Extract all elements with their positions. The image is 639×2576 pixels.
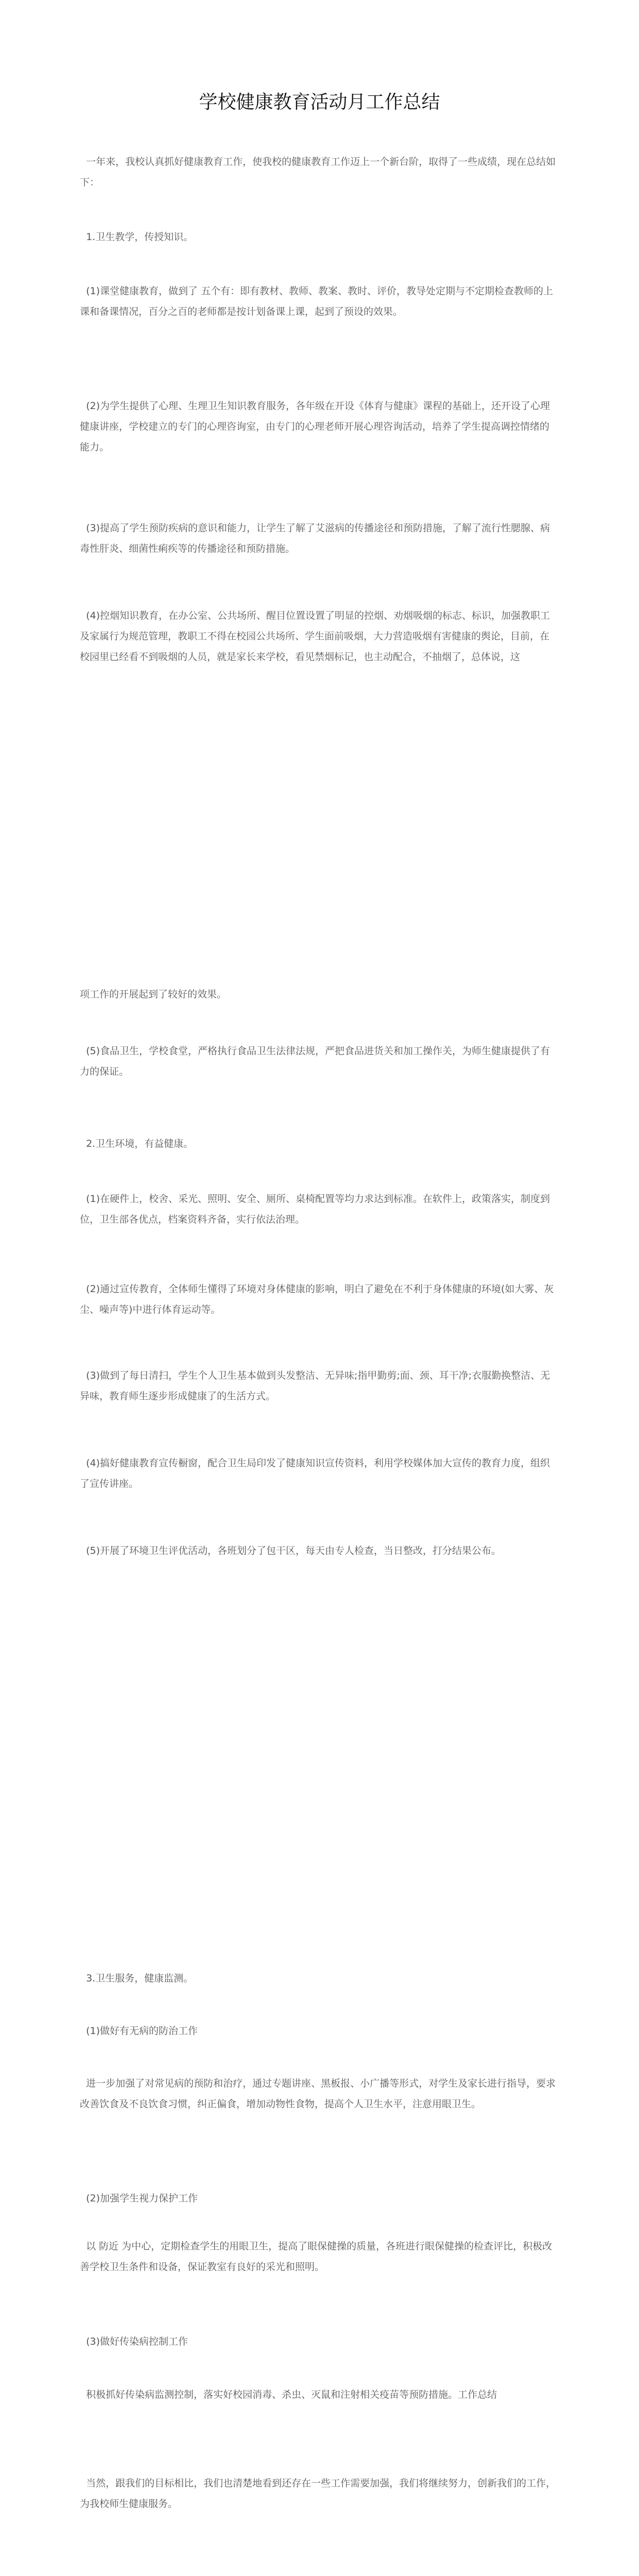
paragraph-3-1: (1)做好有无病的防治工作	[80, 2025, 198, 2037]
paragraph-1-5: (5)食品卫生，学校食堂，严格执行食品卫生法律法规，严把食品进货关和加工操作关，为师生健康提供了有力的保证。	[80, 1045, 550, 1077]
paragraph-3-6: 积极抓好传染病监测控制，落实好校园消毒、杀虫、灭鼠和注射相关疫苗等预防措施。工作总结	[80, 2389, 497, 2400]
conclusion-paragraph: 当然，跟我们的目标相比，我们也清楚地看到还存在一些工作需要加强，我们将继续努力，创新我们的工作，为我校师生健康服务。	[80, 2478, 556, 2510]
intro-paragraph: 一年来，我校认真抓好健康教育工作，使我校的健康教育工作迈上一个新台阶，取得了一些成绩，现在总结如下：	[80, 156, 556, 188]
paragraph-2-5: (5)开展了环境卫生评优活动，各班划分了包干区，每天由专人检查，当日整改，打分结果公布。	[80, 1545, 502, 1556]
paragraph-1-2: (2)为学生提供了心理、生理卫生知识教育服务，各年级在开设《体育与健康》课程的基础上，还开设了心理健康讲座，学校建立的专门的心理咨询室，由专门的心理老师开展心理咨询活动，培养了学生提高调控情绪的能力。	[80, 400, 550, 453]
section-1-heading: 1.卫生教学，传授知识。	[80, 231, 194, 243]
paragraph-3-3: (2)加强学生视力保护工作	[80, 2193, 198, 2204]
section-3-heading: 3.卫生服务，健康监测。	[80, 1973, 194, 1984]
paragraph-2-4: (4)搞好健康教育宣传橱窗，配合卫生局印发了健康知识宣传资料，利用学校媒体加大宣传的教育力度，组织了宣传讲座。	[80, 1458, 550, 1489]
page-title: 学校健康教育活动月工作总结	[199, 92, 440, 113]
paragraph-1-4: (4)控烟知识教育，在办公室、公共场所、醒目位置设置了明显的控烟、劝烟吸烟的标志、标识，加强教职工及家属行为规范管理，教职工不得在校园公共场所、学生面前吸烟，大力营造吸烟有害健康的舆论，目前，在校园里已经看不到吸烟的人员，就是家长来学校，看见禁烟标记，也主动配合，不抽烟了，总体说，这	[80, 610, 550, 663]
paragraph-3-2: 进一步加强了对常见病的预防和治疗，通过专题讲座、黑板报、小广播等形式，对学生及家长进行指导，要求改善饮食及不良饮食习惯，纠正偏食，增加动物性食物，提高个人卫生水平，注意用眼卫生。	[80, 2078, 556, 2110]
paragraph-1-1: (1)课堂健康教育，做到了 五个有：即有教材、教师、教案、教时、评价，教导处定期与不定期检查教师的上课和备课情况，百分之百的老师都是按计划备课上课，起到了预设的效果。	[80, 285, 554, 317]
paragraph-1-4-continued: 项工作的开展起到了较好的效果。	[80, 989, 227, 1000]
paragraph-2-2: (2)通过宣传教育，全体师生懂得了环境对身体健康的影响，明白了避免在不利于身体健康的环境(如大雾、灰尘、噪声等)中进行体育运动等。	[80, 1283, 554, 1315]
paragraph-3-4: 以 防近 为中心，定期检查学生的用眼卫生，提高了眼保健操的质量，各班进行眼保健操的检查评比，积极改善学校卫生条件和设备，保证教室有良好的采光和照明。	[80, 2241, 552, 2273]
paragraph-3-5: (3)做好传染病控制工作	[80, 2336, 188, 2347]
paragraph-2-1: (1)在硬件上，校舍、采光、照明、安全、厕所、桌椅配置等均力求达到标准。在软件上，政策落实，制度到位，卫生部各优点，档案资料齐备，实行依法治理。	[80, 1193, 550, 1225]
section-2-heading: 2.卫生环境，有益健康。	[80, 1138, 194, 1149]
paragraph-2-3: (3)做到了每日清扫，学生个人卫生基本做到头发整洁、无异味;指甲勤剪;面、颈、耳干净;衣服勤换整洁、无异味，教育师生逐步形成健康了的生活方式。	[80, 1370, 550, 1402]
paragraph-1-3: (3)提高了学生预防疾病的意识和能力，让学生了解了艾滋病的传播途径和预防措施，了解了流行性腮腺、病毒性肝炎、细菌性痢疾等的传播途径和预防措施。	[80, 522, 550, 554]
